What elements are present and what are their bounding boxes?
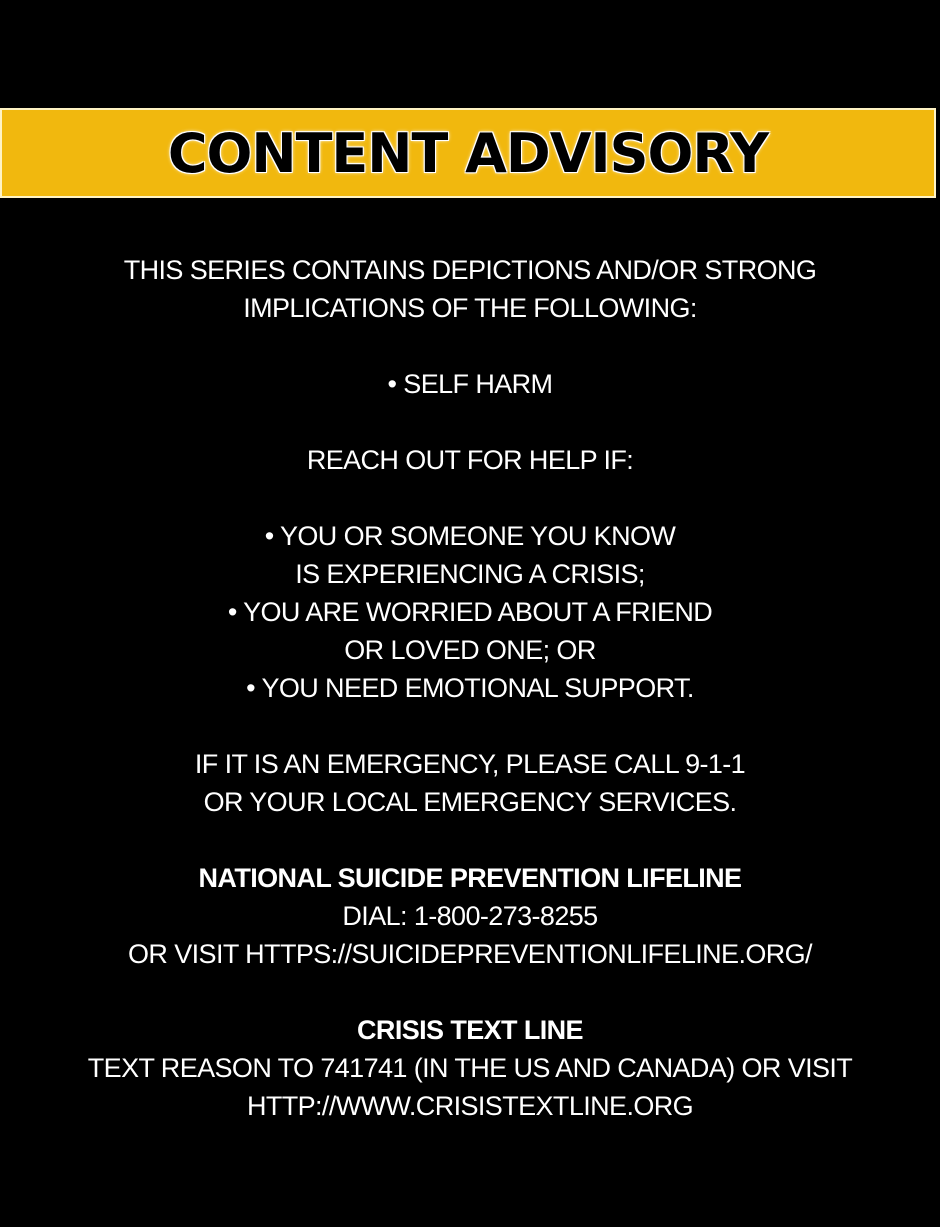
help-line-1: • YOU OR SOMEONE YOU KNOW [264,521,676,551]
help-line-3: • YOU ARE WORRIED ABOUT A FRIEND [227,597,713,627]
advisory-banner [0,108,936,198]
intro-line-1: THIS SERIES CONTAINS DEPICTIONS AND/OR STRONG [123,255,817,285]
lifeline-dial: DIAL: 1-800-273-8255 [342,901,598,931]
emergency-line-2: OR YOUR LOCAL EMERGENCY SERVICES. [203,787,737,817]
spacer [0,821,940,859]
spacer [0,479,940,517]
intro-line-2: IMPLICATIONS OF THE FOLLOWING: [243,293,697,323]
spacer [0,707,940,745]
help-line-5: • YOU NEED EMOTIONAL SUPPORT. [246,673,694,703]
help-heading: REACH OUT FOR HELP IF: [306,445,634,475]
spacer [0,327,940,365]
help-line-2: IS EXPERIENCING A CRISIS; [295,559,645,589]
textline-line-1: TEXT REASON TO 741741 (IN THE US AND CANADA) OR VISIT [87,1053,853,1083]
advisory-body [0,251,940,1125]
banner-title: CONTENT ADVISORY [167,121,769,185]
lifeline-name: NATIONAL SUICIDE PREVENTION LIFELINE [198,863,742,893]
textline-visit-link[interactable]: HTTP://WWW.CRISISTEXTLINE.ORG [246,1091,694,1121]
textline-name: CRISIS TEXT LINE [357,1015,583,1045]
emergency-line-1: IF IT IS AN EMERGENCY, PLEASE CALL 9-1-1 [194,749,746,779]
spacer [0,403,940,441]
help-line-4: OR LOVED ONE; OR [344,635,596,665]
lifeline-visit-link[interactable]: OR VISIT HTTPS://SUICIDEPREVENTIONLIFELINE.ORG/ [128,939,812,969]
topic-item: • SELF HARM [387,369,553,399]
spacer [0,973,940,1011]
